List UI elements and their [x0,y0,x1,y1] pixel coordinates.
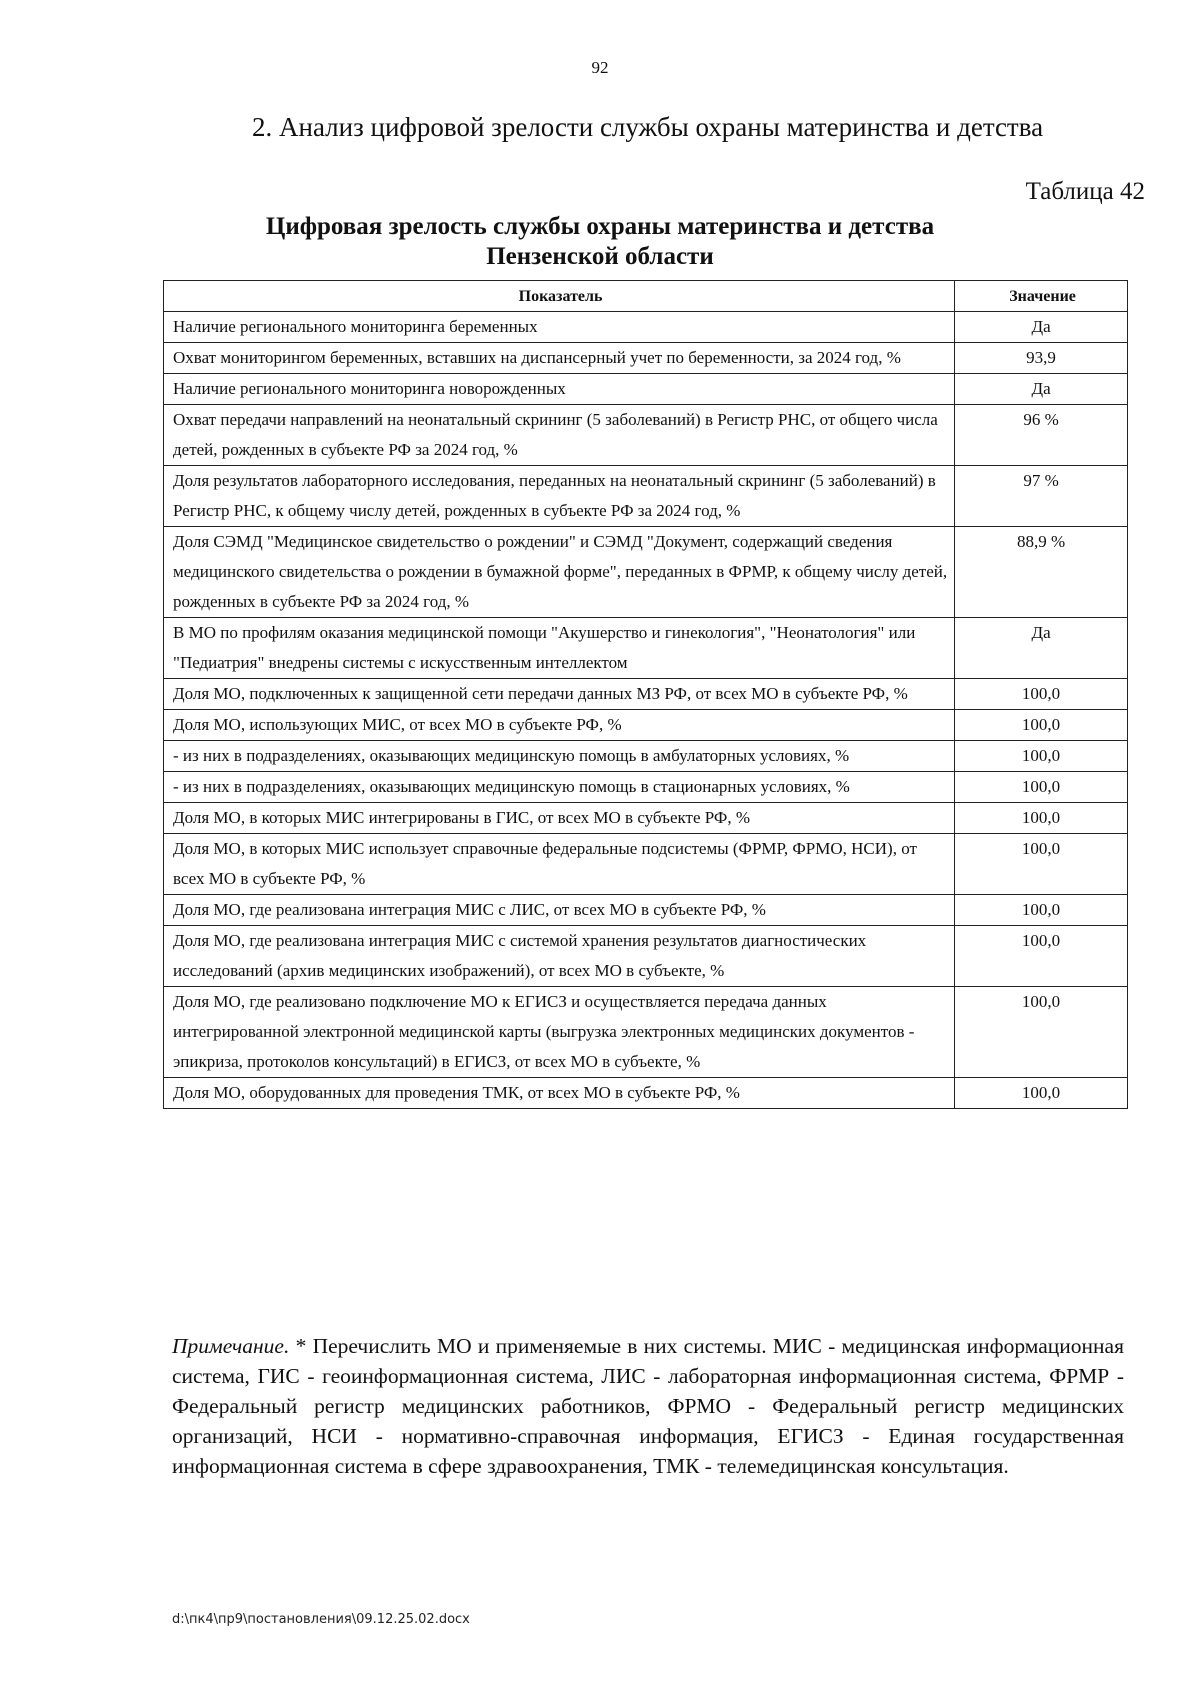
indicator-cell: Доля МО, где реализована интеграция МИС с системой хранения результатов диагностических исследований (архив медицинских изображений), от всех МО в субъекте, % [164,926,955,987]
table-row [164,618,1128,679]
indicator-cell: Наличие регионального мониторинга новорожденных [164,374,955,405]
indicator-cell: Доля МО, в которых МИС использует справочные федеральные подсистемы (ФРМР, ФРМО, НСИ), от всех МО в субъекте РФ, % [164,834,955,895]
table-row [164,1078,1128,1109]
table-row [164,466,1128,527]
table-title-line1: Цифровая зрелость службы охраны материнства и детства [265,213,935,240]
indicator-cell: В МО по профилям оказания медицинской помощи "Акушерство и гинекология", "Неонатология" или "Педиатрия" внедрены системы с искусственным интеллектом [164,618,955,679]
table-row [164,741,1128,772]
footer-file-path: d:\пк4\пр9\постановления\09.12.25.02.docx [172,1612,470,1627]
table-label: Таблица 42 [1025,178,1145,205]
indicator-cell: - из них в подразделениях, оказывающих медицинскую помощь в стационарных условиях, % [164,772,955,803]
indicator-cell: Доля МО, оборудованных для проведения ТМК, от всех МО в субъекте РФ, % [164,1078,955,1109]
indicator-cell: Доля МО, где реализована интеграция МИС с ЛИС, от всех МО в субъекте РФ, % [164,895,955,926]
table-row [164,772,1128,803]
table-row [164,926,1128,987]
value-cell: 100,0 [955,710,1128,741]
indicator-cell: Доля результатов лабораторного исследования, переданных на неонатальный скрининг (5 заболеваний) в Регистр РНС, к общему числу детей, рожденных в субъекте РФ за 2024 год, % [164,466,955,527]
table-note [172,1331,1124,1481]
table-row [164,803,1128,834]
header-value: Значение [955,281,1128,312]
value-cell: Да [955,374,1128,405]
table-row [164,710,1128,741]
value-cell: Да [955,312,1128,343]
note-label: Примечание. [172,1334,290,1358]
value-cell: 93,9 [955,343,1128,374]
indicators-table [163,280,1128,1109]
table-row [164,679,1128,710]
value-cell: 88,9 % [955,527,1128,618]
value-cell: Да [955,618,1128,679]
table-row [164,895,1128,926]
value-cell: 100,0 [955,772,1128,803]
indicator-cell: Доля МО, в которых МИС интегрированы в ГИС, от всех МО в субъекте РФ, % [164,803,955,834]
table-row [164,312,1128,343]
value-cell: 100,0 [955,803,1128,834]
table-row [164,405,1128,466]
value-cell: 100,0 [955,834,1128,895]
value-cell: 100,0 [955,987,1128,1078]
indicator-cell: - из них в подразделениях, оказывающих медицинскую помощь в амбулаторных условиях, % [164,741,955,772]
indicator-cell: Доля СЭМД "Медицинское свидетельство о рождении" и СЭМД "Документ, содержащий сведения медицинского свидетельства о рождении в бумажной форме", переданных в ФРМР, к общему числу детей, рожденных в субъекте РФ за 2024 год, % [164,527,955,618]
value-cell: 100,0 [955,1078,1128,1109]
page-number: 92 [591,58,609,77]
value-cell: 100,0 [955,741,1128,772]
value-cell: 100,0 [955,679,1128,710]
table-title [160,212,1040,272]
indicator-cell: Охват мониторингом беременных, вставших на диспансерный учет по беременности, за 2024 год, % [164,343,955,374]
section-heading: 2. Анализ цифровой зрелости службы охраны материнства и детства [252,112,1044,142]
table-body [164,312,1128,1109]
table-row [164,374,1128,405]
indicator-cell: Доля МО, где реализовано подключение МО к ЕГИСЗ и осуществляется передача данных интегрированной электронной медицинской карты (выгрузка электронных медицинских документов - эпикриза, протоколов консультаций) в ЕГИСЗ, от всех МО в субъекте, % [164,987,955,1078]
table-row [164,987,1128,1078]
header-indicator: Показатель [164,281,955,312]
indicator-cell: Охват передачи направлений на неонатальный скрининг (5 заболеваний) в Регистр РНС, от общего числа детей, рожденных в субъекте РФ за 2024 год, % [164,405,955,466]
table-row [164,834,1128,895]
value-cell: 100,0 [955,895,1128,926]
indicator-cell: Доля МО, использующих МИС, от всех МО в субъекте РФ, % [164,710,955,741]
indicator-cell: Доля МО, подключенных к защищенной сети передачи данных МЗ РФ, от всех МО в субъекте РФ, % [164,679,955,710]
table-title-line2: Пензенской области [486,243,714,270]
value-cell: 100,0 [955,926,1128,987]
table-row [164,527,1128,618]
table-header-row [164,281,1128,312]
table-row [164,343,1128,374]
indicator-cell: Наличие регионального мониторинга беременных [164,312,955,343]
value-cell: 96 % [955,405,1128,466]
value-cell: 97 % [955,466,1128,527]
note-text: * Перечислить МО и применяемые в них системы. МИС - медицинская информационная система, ГИС - геоинформационная система, ЛИС - лабораторная информационная система, ФРМР - Федеральный регистр медицинских работников, ФРМО - Федеральный регистр медицинских организаций, НСИ - нормативно-справочная информация, ЕГИСЗ - Единая государственная информационная система в сфере здравоохранения, ТМК - телемедицинская консультация. [172,1334,1124,1478]
